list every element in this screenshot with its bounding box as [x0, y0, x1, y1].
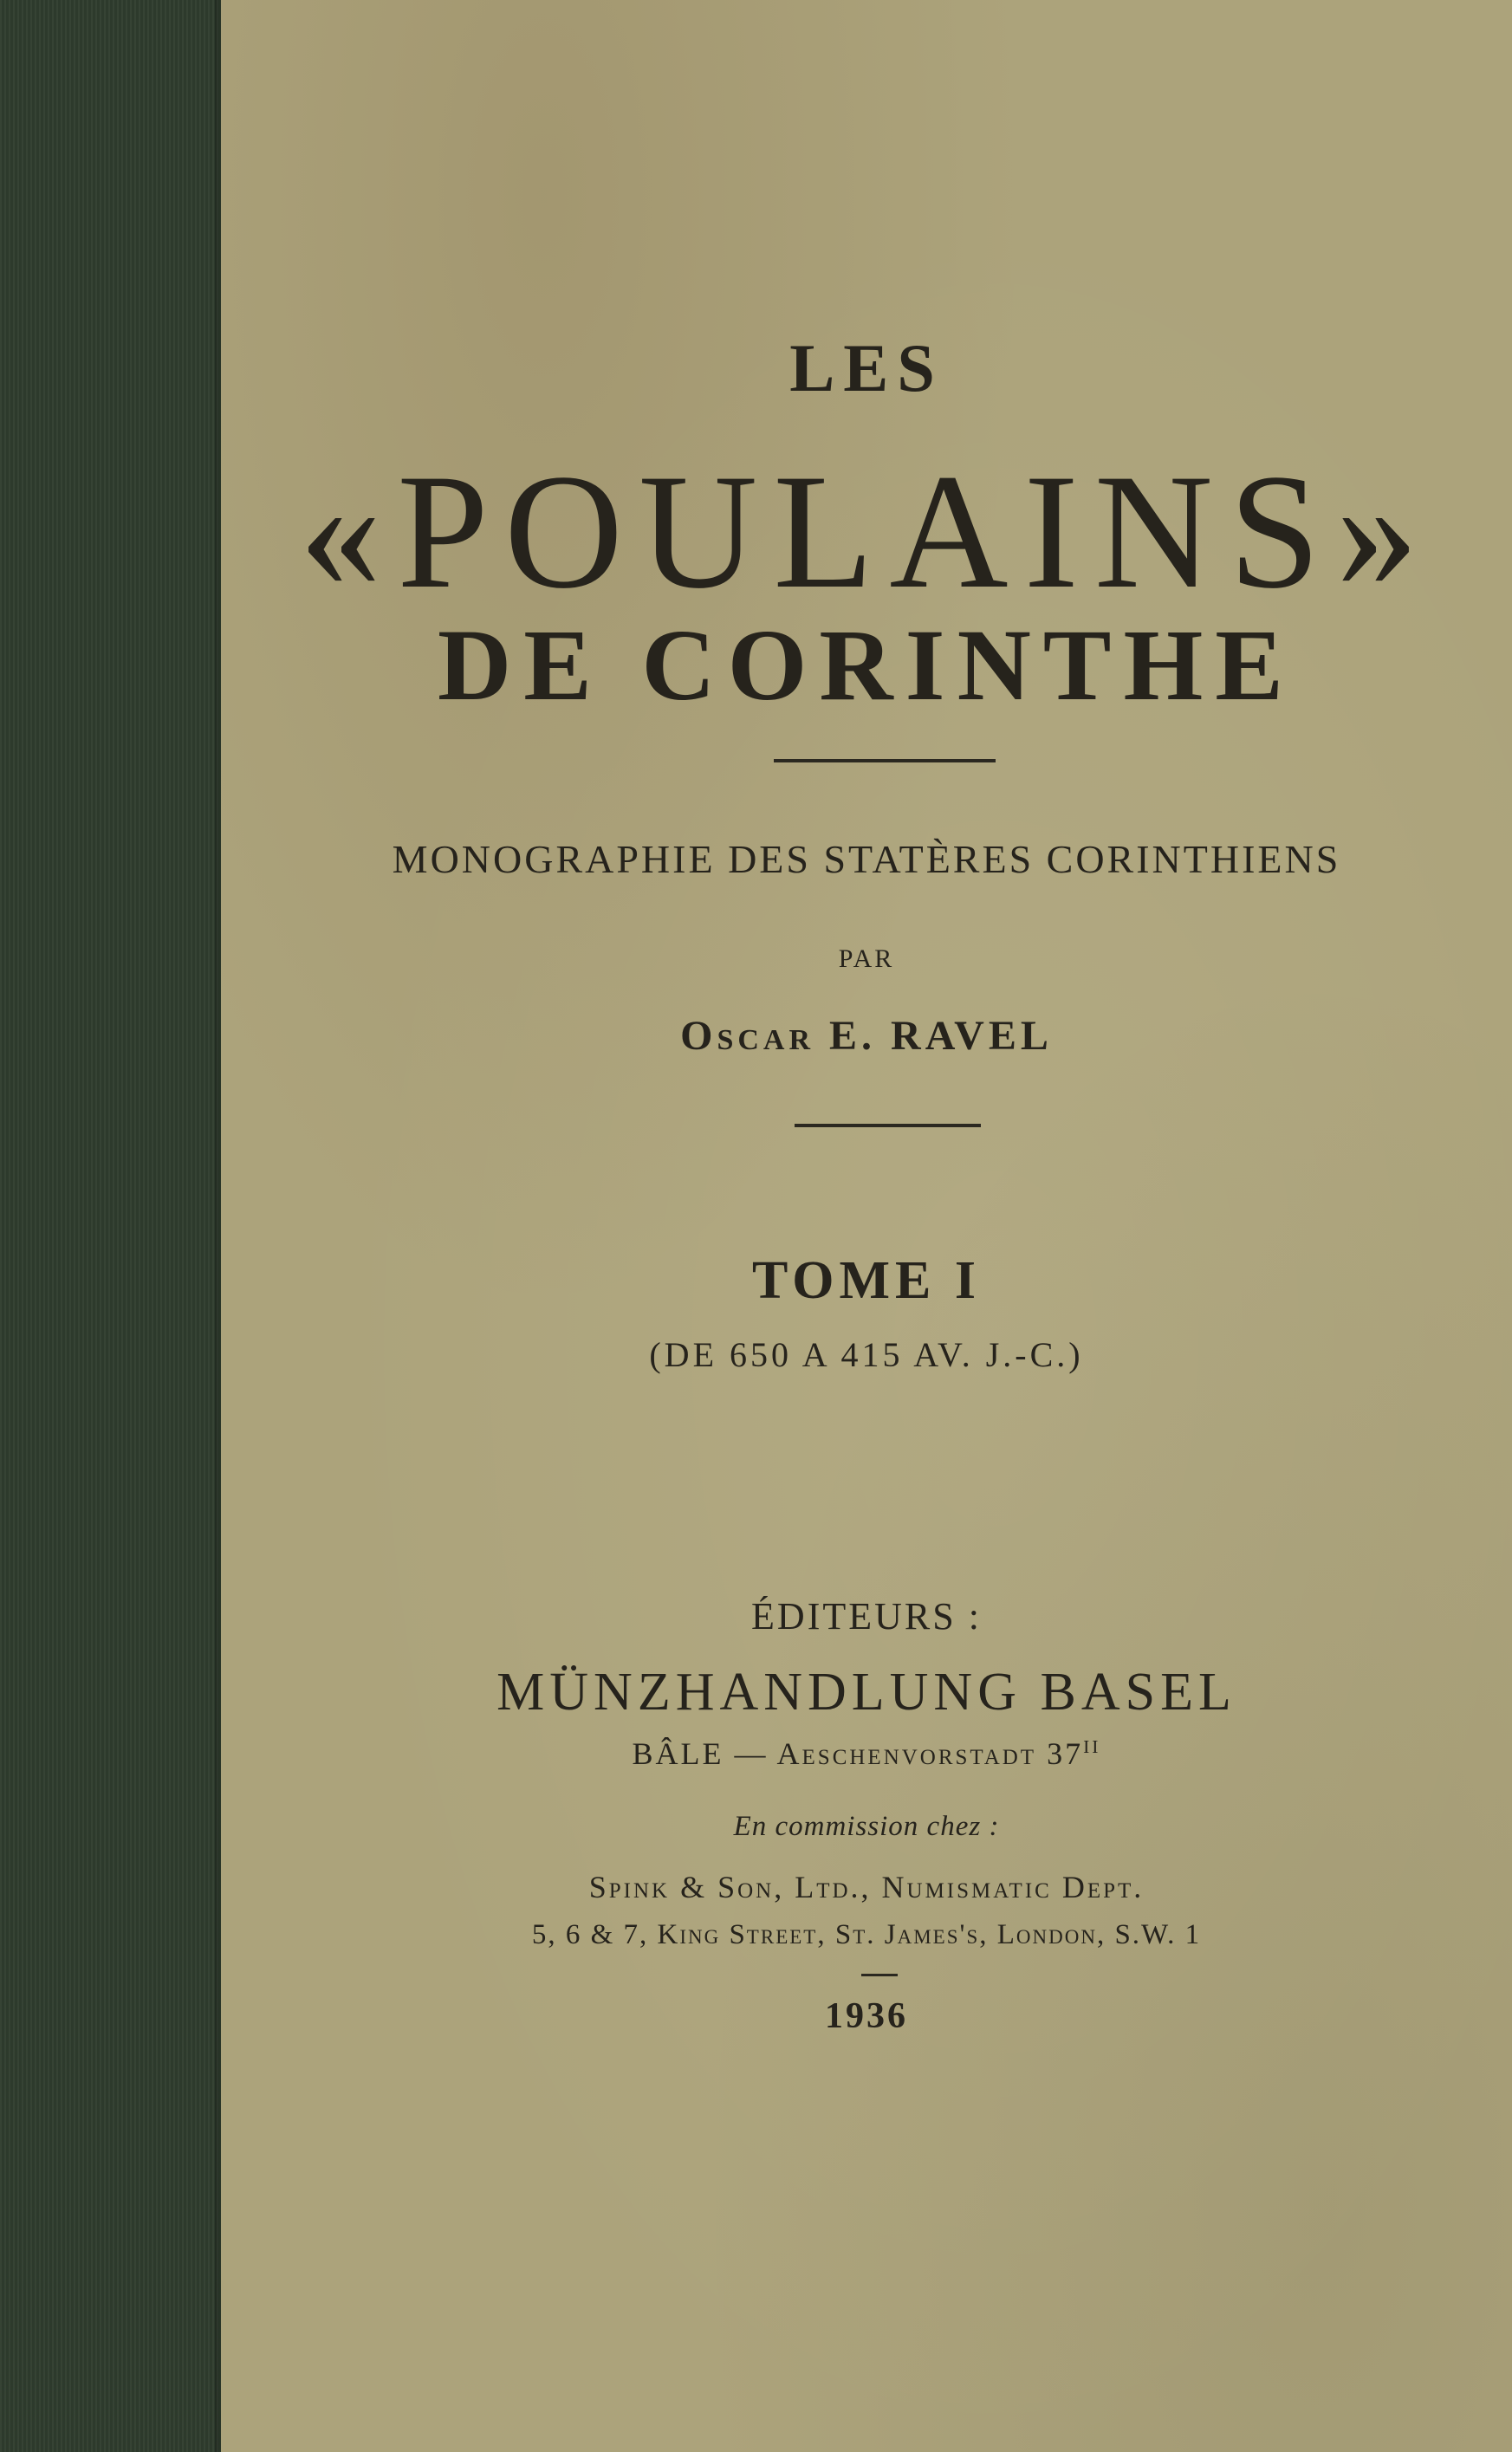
- title-line-1: LES: [789, 330, 944, 405]
- volume-tome: TOME I: [752, 1251, 981, 1310]
- volume-dates: (DE 650 A 415 AV. J.-C.): [649, 1335, 1084, 1374]
- commission-label: En commission chez :: [733, 1811, 1000, 1842]
- distributor-address: 5, 6 & 7, King Street, St. James's, London, S.W. 1: [531, 1919, 1202, 1950]
- divider-top: [774, 759, 996, 762]
- divider-middle: [795, 1124, 981, 1127]
- publication-year: 1936: [825, 1996, 908, 2036]
- subtitle: MONOGRAPHIE DES STATÈRES CORINTHIENS: [392, 837, 1341, 881]
- author-par: PAR: [838, 944, 895, 973]
- book-spine: [0, 0, 221, 2452]
- title-line-3: DE CORINTHE: [438, 608, 1295, 722]
- publisher-address-main: BÂLE — Aeschenvorstadt 37: [632, 1736, 1084, 1771]
- publisher-name: MÜNZHANDLUNG BASEL: [496, 1663, 1236, 1722]
- publisher-address: [221, 1735, 1512, 1772]
- title-line-2: «POULAINS»: [299, 441, 1434, 623]
- divider-small: [861, 1974, 898, 1976]
- publisher-label: ÉDITEURS :: [751, 1595, 982, 1638]
- publisher-address-sup: II: [1083, 1736, 1101, 1757]
- distributor-name: Spink & Son, Ltd., Numismatic Dept.: [588, 1870, 1145, 1904]
- author-name: Oscar E. RAVEL: [680, 1013, 1053, 1059]
